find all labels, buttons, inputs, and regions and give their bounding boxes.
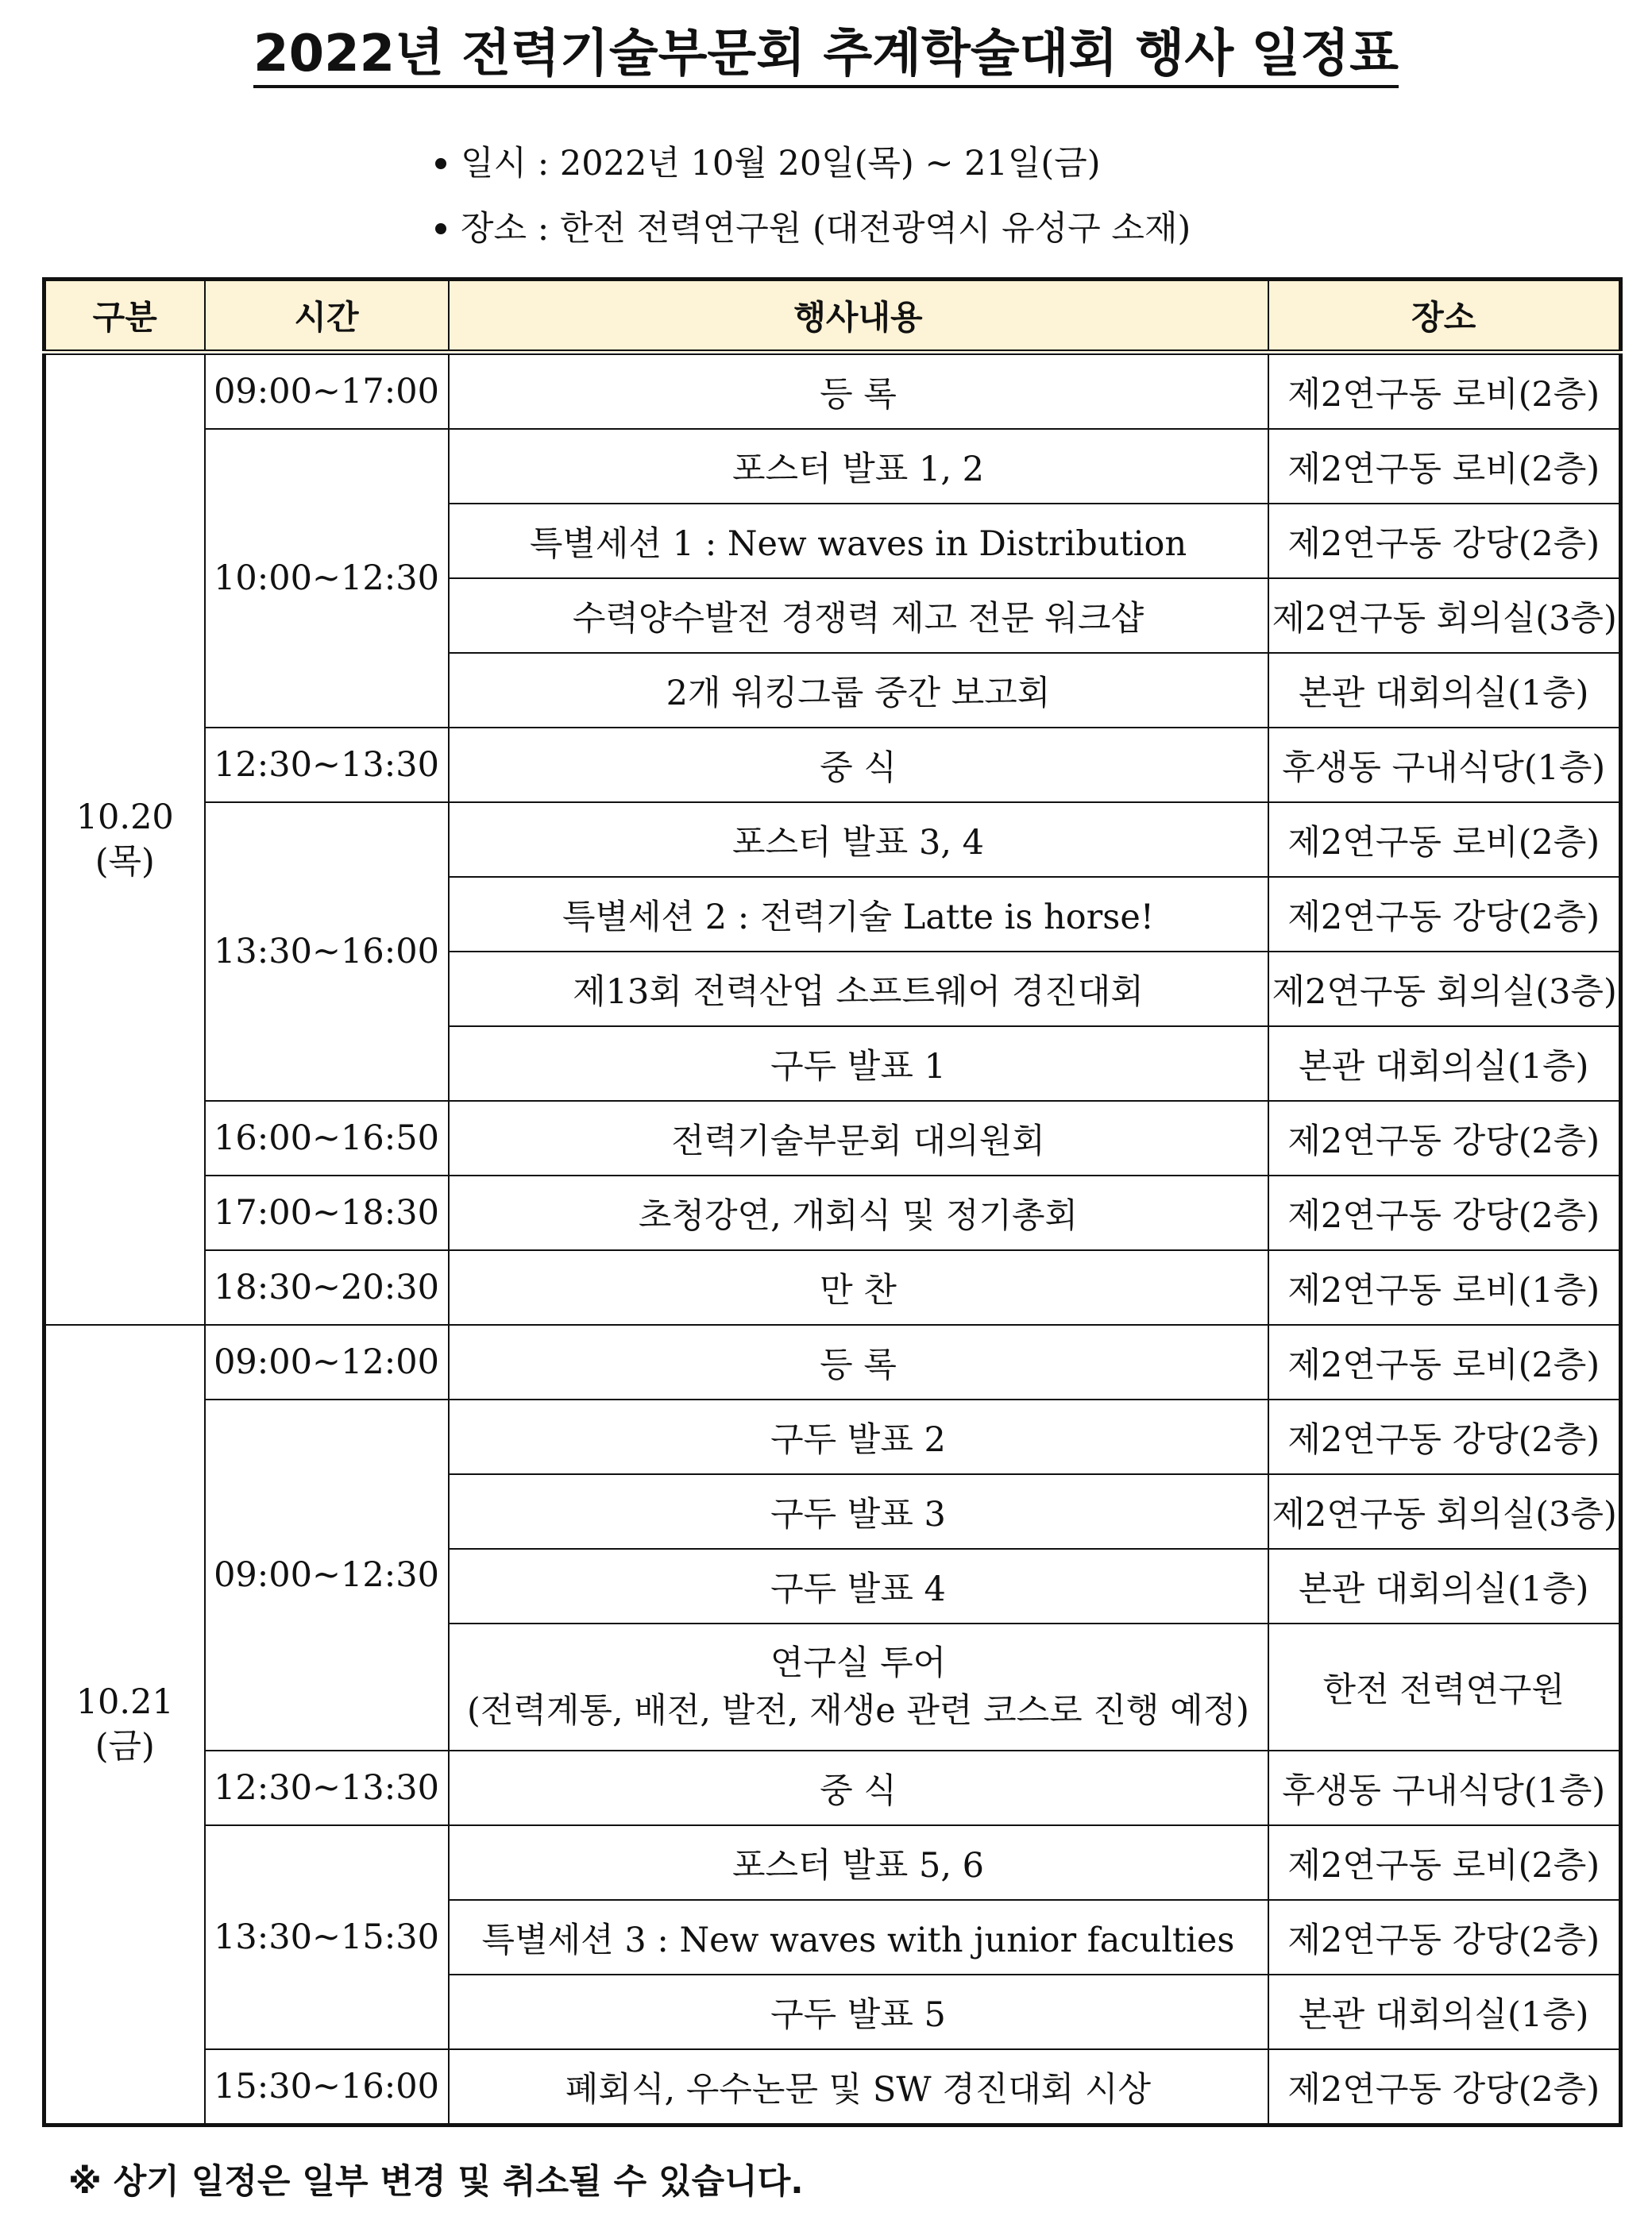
place-cell: 제2연구동 회의실(3층) (1268, 578, 1621, 653)
place-cell: 제2연구동 로비(2층) (1268, 1325, 1621, 1400)
place-cell: 제2연구동 로비(2층) (1268, 353, 1621, 430)
table-header-row (44, 280, 1621, 353)
lab-tour-detail: (전력계통, 배전, 발전, 재생e 관련 코스로 진행 예정) (467, 1691, 1249, 1731)
content-cell: 수력양수발전 경쟁력 제고 전문 워크샵 (449, 578, 1268, 653)
time-cell: 09:00~17:00 (205, 353, 449, 430)
content-cell: 구두 발표 1 (449, 1026, 1268, 1101)
table-row (44, 1825, 1621, 1900)
day2-weekday: (금) (95, 1727, 155, 1766)
content-cell: 포스터 발표 5, 6 (449, 1825, 1268, 1900)
place-cell: 후생동 구내식당(1층) (1268, 1751, 1621, 1825)
place-cell: 제2연구동 로비(2층) (1268, 802, 1621, 877)
time-cell: 13:30~16:00 (205, 802, 449, 1101)
page-title (0, 22, 1652, 86)
time-cell: 13:30~15:30 (205, 1825, 449, 2049)
day1-weekday: (목) (95, 842, 155, 882)
table-row (44, 429, 1621, 504)
time-cell: 12:30~13:30 (205, 728, 449, 802)
content-cell: 제13회 전력산업 소프트웨어 경진대회 (449, 952, 1268, 1026)
day1-date-cell (44, 353, 205, 1326)
event-place-line (435, 205, 1191, 253)
time-cell: 18:30~20:30 (205, 1250, 449, 1325)
place-cell: 제2연구동 강당(2층) (1268, 504, 1621, 578)
content-cell: 초청강연, 개회식 및 정기총회 (449, 1176, 1268, 1250)
content-cell: 구두 발표 4 (449, 1549, 1268, 1624)
time-cell: 10:00~12:30 (205, 429, 449, 728)
table-row (44, 1325, 1621, 1400)
content-cell: 등 록 (449, 1325, 1268, 1400)
content-cell: 구두 발표 3 (449, 1474, 1268, 1549)
event-date-line (435, 140, 1101, 187)
place-cell: 후생동 구내식당(1층) (1268, 728, 1621, 802)
day2-date-cell (44, 1325, 205, 2126)
table-row (44, 1176, 1621, 1250)
place-cell: 제2연구동 강당(2층) (1268, 1101, 1621, 1176)
content-cell: 만 찬 (449, 1250, 1268, 1325)
content-cell: 특별세션 3 : New waves with junior faculties (449, 1900, 1268, 1975)
table-row (44, 802, 1621, 877)
table-row (44, 2049, 1621, 2126)
content-cell: 중 식 (449, 1751, 1268, 1825)
table-row (44, 1400, 1621, 1474)
table-row (44, 353, 1621, 430)
day1-date: 10.20 (75, 797, 174, 837)
bullet-icon (435, 223, 446, 234)
time-cell: 09:00~12:00 (205, 1325, 449, 1400)
table-row (44, 728, 1621, 802)
content-cell: 포스터 발표 3, 4 (449, 802, 1268, 877)
lab-tour-title: 연구실 투어 (770, 1643, 947, 1683)
content-cell: 특별세션 2 : 전력기술 Latte is horse! (449, 877, 1268, 952)
event-place: 장소 : 한전 전력연구원 (대전광역시 유성구 소재) (461, 209, 1191, 249)
day2-date: 10.21 (75, 1682, 174, 1722)
place-cell: 제2연구동 로비(2층) (1268, 429, 1621, 504)
time-cell: 12:30~13:30 (205, 1751, 449, 1825)
place-cell: 제2연구동 강당(2층) (1268, 2049, 1621, 2126)
time-cell: 09:00~12:30 (205, 1400, 449, 1751)
event-date: 일시 : 2022년 10월 20일(목) ~ 21일(금) (461, 144, 1101, 183)
place-cell: 제2연구동 강당(2층) (1268, 1176, 1621, 1250)
table-row (44, 1751, 1621, 1825)
content-cell: 전력기술부문회 대의원회 (449, 1101, 1268, 1176)
place-cell: 제2연구동 회의실(3층) (1268, 1474, 1621, 1549)
header-time: 시간 (205, 280, 449, 353)
place-cell: 본관 대회의실(1층) (1268, 1549, 1621, 1624)
content-cell: 포스터 발표 1, 2 (449, 429, 1268, 504)
header-content: 행사내용 (449, 280, 1268, 353)
content-cell: 특별세션 1 : New waves in Distribution (449, 504, 1268, 578)
place-cell: 제2연구동 로비(1층) (1268, 1250, 1621, 1325)
place-cell: 제2연구동 회의실(3층) (1268, 952, 1621, 1026)
header-place: 장소 (1268, 280, 1621, 353)
content-cell: 구두 발표 2 (449, 1400, 1268, 1474)
time-cell: 15:30~16:00 (205, 2049, 449, 2126)
content-cell: 구두 발표 5 (449, 1975, 1268, 2049)
content-cell: 등 록 (449, 353, 1268, 430)
place-cell: 본관 대회의실(1층) (1268, 653, 1621, 728)
place-cell: 제2연구동 강당(2층) (1268, 1400, 1621, 1474)
time-cell: 16:00~16:50 (205, 1101, 449, 1176)
schedule-table (42, 277, 1623, 2127)
table-row (44, 1101, 1621, 1176)
content-cell: 중 식 (449, 728, 1268, 802)
place-cell: 제2연구동 강당(2층) (1268, 1900, 1621, 1975)
content-cell (449, 1624, 1268, 1751)
header-category: 구분 (44, 280, 205, 353)
content-cell: 폐회식, 우수논문 및 SW 경진대회 시상 (449, 2049, 1268, 2126)
time-cell: 17:00~18:30 (205, 1176, 449, 1250)
footnote: ※ 상기 일정은 일부 변경 및 취소될 수 있습니다. (68, 2162, 804, 2202)
place-cell: 제2연구동 로비(2층) (1268, 1825, 1621, 1900)
content-cell: 2개 워킹그룹 중간 보고회 (449, 653, 1268, 728)
place-cell: 제2연구동 강당(2층) (1268, 877, 1621, 952)
place-cell: 한전 전력연구원 (1268, 1624, 1621, 1751)
place-cell: 본관 대회의실(1층) (1268, 1026, 1621, 1101)
page-title-text: 2022년 전력기술부문회 추계학술대회 행사 일정표 (253, 25, 1399, 88)
bullet-icon (435, 158, 446, 169)
place-cell: 본관 대회의실(1층) (1268, 1975, 1621, 2049)
table-row (44, 1250, 1621, 1325)
